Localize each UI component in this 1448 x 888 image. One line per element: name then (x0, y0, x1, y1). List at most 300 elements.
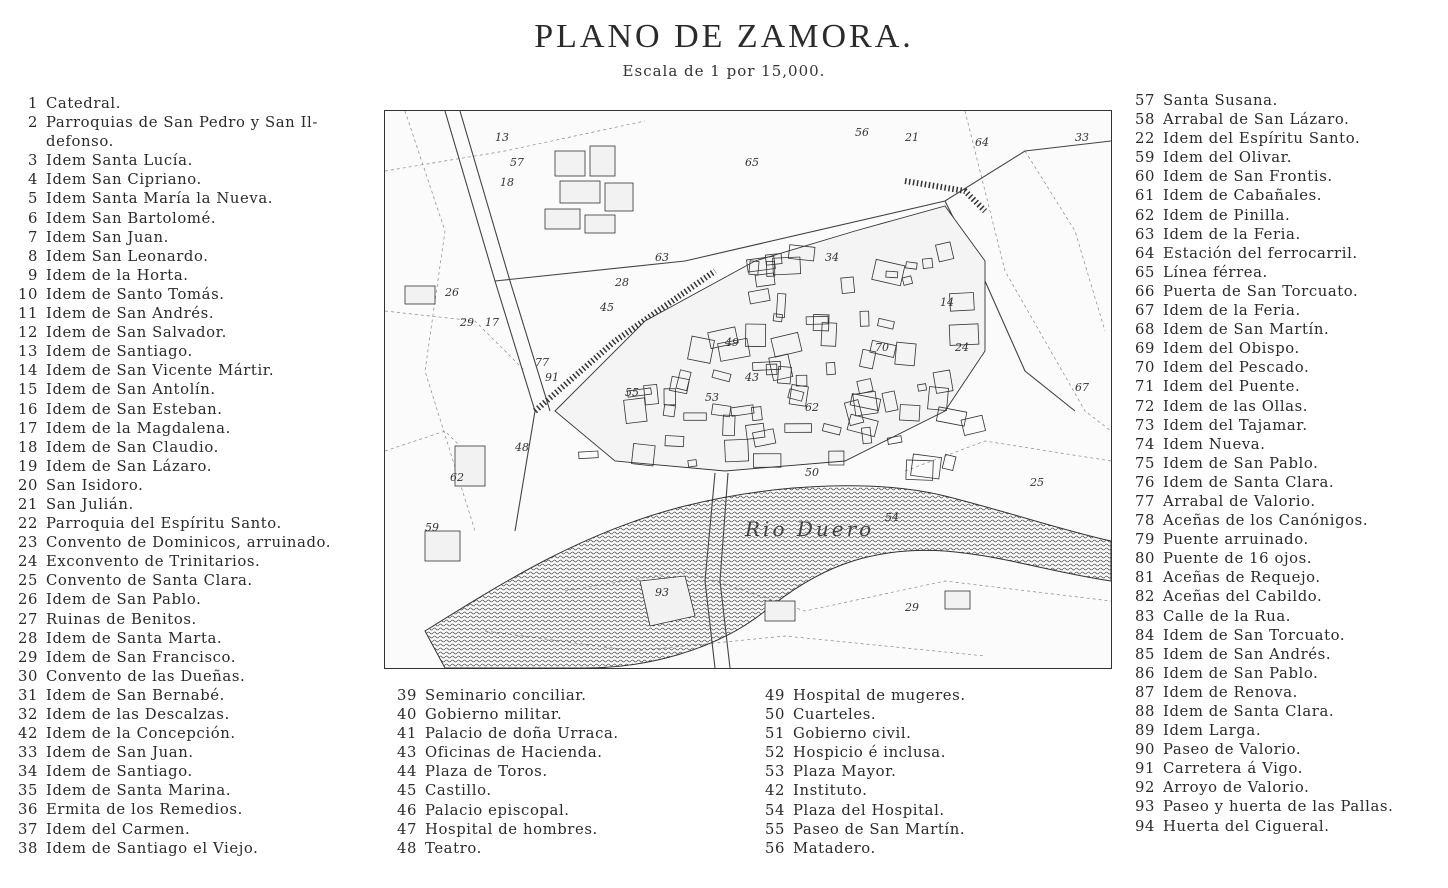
legend-text: Paseo de Valorio. (1163, 741, 1302, 759)
legend-text: Idem de San Antolín. (46, 381, 216, 399)
map-reference-number: 29 (460, 316, 474, 329)
legend-item (1133, 416, 1393, 435)
legend-text: Instituto. (793, 782, 868, 800)
legend-item (763, 724, 966, 743)
legend-item (16, 247, 376, 266)
legend-text: Idem San Bartolomé. (46, 209, 217, 227)
map-reference-number: 49 (725, 336, 739, 349)
legend-item (1133, 607, 1393, 626)
legend-item (1133, 817, 1393, 836)
legend-item (1133, 473, 1393, 492)
legend-number: 69 (1134, 340, 1155, 358)
legend-item (16, 724, 376, 743)
legend-item (16, 590, 376, 609)
legend-text: Arroyo de Valorio. (1163, 779, 1310, 797)
map-reference-number: 70 (875, 341, 889, 354)
legend-item (763, 820, 966, 839)
map-reference-number: 63 (655, 251, 669, 264)
legend-text: Idem de Santiago. (46, 343, 193, 361)
legend-number: 4 (27, 171, 38, 189)
legend-text: San Julián. (46, 495, 134, 513)
map-reference-number: 55 (625, 386, 639, 399)
legend-item (763, 839, 966, 858)
legend-text: Arrabal de Valorio. (1163, 492, 1316, 510)
legend-number: 22 (17, 515, 38, 533)
legend-text: Idem de San Juan. (46, 744, 194, 762)
legend-number: 67 (1134, 302, 1155, 320)
legend-item (16, 151, 376, 170)
legend-item (395, 762, 619, 781)
legend-number: 23 (17, 534, 38, 552)
legend-text: Idem del Espíritu Santo. (1163, 130, 1361, 148)
map-title: PLANO DE ZAMORA. (534, 18, 914, 55)
map-reference-number: 62 (450, 471, 464, 484)
legend-text: Idem del Obispo. (1163, 340, 1300, 358)
legend-text: Plaza del Hospital. (793, 801, 945, 819)
legend-number: 83 (1134, 607, 1155, 625)
legend-text: Parroquias de San Pedro y San Il-defonso. (46, 114, 318, 151)
legend-text: Aceñas de los Canónigos. (1163, 512, 1369, 530)
legend-text: Convento de Santa Clara. (46, 572, 253, 590)
legend-number: 79 (1134, 531, 1155, 549)
legend-text: Idem de San Francisco. (46, 648, 237, 666)
legend-number: 33 (17, 744, 38, 762)
legend-number: 61 (1134, 187, 1155, 205)
legend-item (1133, 740, 1393, 759)
legend-text: Parroquia del Espíritu Santo. (46, 515, 282, 533)
legend-number: 53 (764, 763, 785, 781)
map-reference-number: 91 (545, 371, 559, 384)
legend-number: 25 (17, 572, 38, 590)
legend-text: Idem de San Pablo. (1163, 664, 1319, 682)
legend-text: Idem de San Pablo. (1163, 454, 1319, 472)
legend-item (16, 839, 376, 858)
city-block (942, 454, 956, 470)
legend-column-1 (16, 94, 376, 858)
legend-number: 30 (17, 667, 38, 685)
legend-number: 34 (17, 763, 38, 781)
legend-text: Idem de San Esteban. (46, 400, 223, 418)
legend-number: 57 (1134, 92, 1155, 109)
legend-text: Convento de las Dueñas. (46, 667, 246, 685)
map-reference-number: 48 (515, 441, 529, 454)
legend-item (16, 323, 376, 342)
legend-text: Aceñas del Cabildo. (1163, 588, 1323, 606)
map-reference-number: 45 (600, 301, 614, 314)
legend-item (16, 820, 376, 839)
legend-item (1133, 282, 1393, 301)
legend-text: Idem de Santo Tomás. (46, 285, 225, 303)
legend-number: 74 (1134, 435, 1155, 453)
legend-text: Ermita de los Remedios. (46, 801, 243, 819)
legend-item (16, 304, 376, 323)
legend-number: 87 (1134, 683, 1155, 701)
legend-number: 51 (764, 725, 785, 743)
legend-number: 70 (1134, 359, 1155, 377)
legend-item (16, 342, 376, 361)
legend-text: Puente de 16 ojos. (1163, 550, 1313, 568)
legend-text: Idem San Cipriano. (46, 171, 202, 189)
legend-text: Puente arruinado. (1163, 531, 1309, 549)
legend-text: Huerta del Cigueral. (1163, 817, 1330, 835)
legend-number: 94 (1134, 817, 1155, 835)
legend-number: 77 (1134, 492, 1155, 510)
legend-number: 29 (17, 648, 38, 666)
river-label: Rio Duero (745, 517, 875, 541)
legend-item (1133, 511, 1393, 530)
map-reference-number: 24 (955, 341, 969, 354)
legend-text: Calle de la Rua. (1163, 607, 1292, 625)
legend-item (1133, 568, 1393, 587)
legend-text: Idem de las Descalzas. (46, 706, 230, 723)
legend-text: Idem San Juan. (46, 228, 169, 246)
legend-text: Idem San Leonardo. (46, 247, 209, 265)
legend-number: 71 (1134, 378, 1155, 396)
legend-item (16, 228, 376, 247)
legend-item (16, 686, 376, 705)
legend-text: Idem de Renova. (1163, 683, 1298, 701)
legend-text: Plaza de Toros. (425, 763, 548, 781)
legend-text: Hospital de mugeres. (793, 687, 966, 704)
legend-number: 46 (396, 801, 417, 819)
legend-text: Hospital de hombres. (425, 820, 598, 838)
map-reference-number: 18 (500, 176, 514, 189)
legend-text: Carretera á Vigo. (1163, 760, 1304, 778)
map-reference-number: 17 (485, 316, 499, 329)
legend-text: Idem Santa María la Nueva. (46, 190, 274, 208)
legend-text: Palacio episcopal. (425, 801, 570, 819)
legend-number: 76 (1134, 473, 1155, 491)
legend-text: Idem del Puente. (1163, 378, 1301, 396)
map-reference-number: 53 (705, 391, 719, 404)
legend-item (16, 533, 376, 552)
legend-item (16, 170, 376, 189)
legend-number: 5 (27, 190, 38, 208)
map-reference-number: 64 (975, 136, 989, 149)
legend-text: Idem de San Torcuato. (1163, 626, 1346, 644)
legend-text: Idem de las Ollas. (1163, 397, 1309, 415)
legend-text: Gobierno militar. (425, 706, 563, 724)
legend-number: 47 (396, 820, 417, 838)
legend-text: Idem de San Andrés. (1163, 645, 1332, 663)
legend-text: Idem de la Horta. (46, 266, 189, 284)
legend-number: 56 (764, 839, 785, 857)
legend-text: Idem Santa Lucía. (46, 152, 193, 170)
legend-item (16, 457, 376, 476)
legend-item (16, 762, 376, 781)
legend-item (16, 743, 376, 762)
legend-item (16, 514, 376, 533)
legend-text: Paseo y huerta de las Pallas. (1163, 798, 1394, 816)
map-reference-number: 34 (825, 251, 839, 264)
legend-text: Santa Susana. (1163, 92, 1278, 109)
map-reference-number: 54 (885, 511, 899, 524)
legend-number: 18 (17, 438, 38, 456)
legend-number: 26 (17, 591, 38, 609)
legend-item (16, 380, 376, 399)
legend-item (1133, 435, 1393, 454)
legend-number: 17 (17, 419, 38, 437)
map-reference-number: 59 (425, 521, 439, 534)
legend-text: Idem de Cabañales. (1163, 187, 1323, 205)
legend-text: Palacio de doña Urraca. (425, 725, 619, 743)
legend-text: Idem de la Feria. (1163, 225, 1301, 243)
legend-text: Idem de Pinilla. (1163, 206, 1291, 224)
legend-number: 9 (27, 266, 38, 284)
legend-item (16, 571, 376, 590)
legend-text: Idem de Santa Marina. (46, 782, 232, 800)
legend-number: 32 (17, 706, 38, 723)
legend-number: 37 (17, 820, 38, 838)
map-reference-number: 29 (905, 601, 919, 614)
legend-number: 92 (1134, 779, 1155, 797)
legend-item (16, 438, 376, 457)
legend-text: Idem de Santiago el Viejo. (46, 839, 259, 857)
legend-item (395, 820, 619, 839)
legend-number: 59 (1134, 149, 1155, 167)
legend-item (16, 667, 376, 686)
legend-item (1133, 225, 1393, 244)
map-reference-number: 56 (855, 126, 869, 139)
map-reference-number: 93 (655, 586, 669, 599)
legend-number: 8 (27, 247, 38, 265)
map-reference-number: 43 (745, 371, 759, 384)
legend-number: 89 (1134, 722, 1155, 740)
legend-text: Idem de Santa Marta. (46, 629, 223, 647)
legend-column-4 (1133, 91, 1393, 836)
legend-item (1133, 587, 1393, 606)
legend-item (395, 781, 619, 800)
map-scale: Escala de 1 por 15,000. (622, 62, 826, 80)
legend-text: Idem de San Martín. (1163, 321, 1330, 339)
legend-number: 68 (1134, 321, 1155, 339)
legend-item (1133, 110, 1393, 129)
legend-text: Idem de la Concepción. (46, 725, 236, 743)
legend-item (763, 781, 966, 800)
legend-number: 91 (1134, 760, 1155, 778)
legend-item (1133, 263, 1393, 282)
legend-text: Exconvento de Trinitarios. (46, 553, 261, 571)
legend-number: 42 (17, 725, 38, 743)
legend-item (395, 686, 619, 705)
legend-item (1133, 778, 1393, 797)
legend-number: 10 (17, 285, 38, 303)
legend-text: Plaza Mayor. (793, 763, 897, 781)
legend-text: Idem del Carmen. (46, 820, 191, 838)
legend-number: 60 (1134, 168, 1155, 186)
legend-text: Idem de Santa Clara. (1163, 473, 1335, 491)
map-reference-number: 62 (805, 401, 819, 414)
legend-text: San Isidoro. (46, 476, 144, 494)
legend-item (763, 762, 966, 781)
legend-number: 55 (764, 820, 785, 838)
legend-item (1133, 167, 1393, 186)
legend-text: Aceñas de Requejo. (1163, 569, 1321, 587)
legend-number: 84 (1134, 626, 1155, 644)
legend-number: 13 (17, 343, 38, 361)
legend-item (16, 266, 376, 285)
legend-item (763, 686, 966, 705)
legend-item (1133, 320, 1393, 339)
legend-text: Estación del ferrocarril. (1163, 244, 1358, 262)
legend-number: 48 (396, 839, 417, 857)
legend-item (1133, 721, 1393, 740)
legend-number: 16 (17, 400, 38, 418)
legend-item (1133, 377, 1393, 396)
legend-item (395, 705, 619, 724)
legend-item (1133, 454, 1393, 473)
legend-number: 93 (1134, 798, 1155, 816)
legend-item (1133, 702, 1393, 721)
legend-item (1133, 759, 1393, 778)
legend-item (763, 705, 966, 724)
legend-number: 38 (17, 839, 38, 857)
legend-text: Idem de San Claudio. (46, 438, 219, 456)
legend-item (16, 400, 376, 419)
legend-item (16, 610, 376, 629)
legend-item (395, 801, 619, 820)
legend-item (16, 94, 376, 113)
map-reference-number: 13 (495, 131, 509, 144)
legend-text: Idem Nueva. (1163, 435, 1266, 453)
legend-item (1133, 549, 1393, 568)
legend-item (395, 724, 619, 743)
legend-text: Oficinas de Hacienda. (425, 744, 603, 762)
legend-number: 54 (764, 801, 785, 819)
legend-number: 62 (1134, 206, 1155, 224)
legend-item (16, 285, 376, 304)
legend-text: Idem de la Magdalena. (46, 419, 231, 437)
legend-text: Idem de San Frontis. (1163, 168, 1333, 186)
legend-number: 41 (396, 725, 417, 743)
legend-item (16, 495, 376, 514)
legend-number: 27 (17, 610, 38, 628)
legend-text: Castillo. (425, 782, 492, 800)
city-block (906, 460, 933, 480)
map-reference-number: 26 (445, 286, 459, 299)
city-map[interactable] (384, 110, 1112, 669)
legend-text: Idem Larga. (1163, 722, 1262, 740)
legend-item (16, 552, 376, 571)
legend-item (1133, 91, 1393, 110)
legend-item (763, 801, 966, 820)
legend-number: 6 (27, 209, 38, 227)
legend-number: 39 (396, 687, 417, 704)
legend-item (1133, 358, 1393, 377)
legend-text: Ruinas de Benitos. (46, 610, 197, 628)
legend-number: 43 (396, 744, 417, 762)
legend-text: Arrabal de San Lázaro. (1163, 111, 1350, 129)
legend-text: Idem de Santa Clara. (1163, 703, 1335, 720)
legend-number: 22 (1134, 130, 1155, 148)
legend-number: 1 (27, 95, 38, 112)
legend-number: 28 (17, 629, 38, 647)
legend-item (763, 743, 966, 762)
map-reference-number: 65 (745, 156, 759, 169)
legend-item (1133, 244, 1393, 263)
legend-number: 3 (27, 152, 38, 170)
legend-number: 44 (396, 763, 417, 781)
city-block (911, 454, 942, 479)
legend-item (16, 629, 376, 648)
legend-item (1133, 664, 1393, 683)
legend-text: Idem de San Salvador. (46, 324, 227, 342)
legend-number: 24 (17, 553, 38, 571)
legend-number: 42 (764, 782, 785, 800)
legend-text: Matadero. (793, 839, 876, 857)
legend-number: 36 (17, 801, 38, 819)
legend-item (1133, 206, 1393, 225)
legend-item (1133, 397, 1393, 416)
legend-item (1133, 129, 1393, 148)
map-reference-number: 21 (905, 131, 919, 144)
legend-number: 78 (1134, 512, 1155, 530)
legend-number: 45 (396, 782, 417, 800)
legend-item (1133, 683, 1393, 702)
legend-number: 63 (1134, 225, 1155, 243)
legend-item (395, 743, 619, 762)
legend-item (16, 113, 372, 151)
legend-number: 90 (1134, 741, 1155, 759)
legend-item (16, 189, 376, 208)
legend-text: Línea férrea. (1163, 263, 1268, 281)
legend-number: 40 (396, 706, 417, 724)
legend-item (395, 839, 619, 858)
legend-text: Hospicio é inclusa. (793, 744, 947, 762)
map-reference-number: 77 (535, 356, 549, 369)
legend-text: Cuarteles. (793, 706, 877, 724)
map-reference-number: 28 (615, 276, 629, 289)
legend-item (1133, 339, 1393, 358)
legend-item (16, 648, 376, 667)
legend-item (1133, 530, 1393, 549)
legend-text: Puerta de San Torcuato. (1163, 282, 1359, 300)
legend-text: Idem de Santiago. (46, 763, 193, 781)
legend-text: Idem del Pescado. (1163, 359, 1310, 377)
legend-number: 64 (1134, 244, 1155, 262)
legend-number: 80 (1134, 550, 1155, 568)
legend-text: Seminario conciliar. (425, 687, 587, 704)
map-reference-number: 57 (510, 156, 524, 169)
legend-item (16, 800, 376, 819)
legend-number: 14 (17, 362, 38, 380)
legend-number: 49 (764, 687, 785, 704)
legend-number: 11 (17, 305, 38, 323)
legend-item (1133, 645, 1393, 664)
legend-number: 66 (1134, 282, 1155, 300)
legend-item (1133, 492, 1393, 511)
legend-number: 2 (27, 114, 38, 132)
legend-number: 50 (764, 706, 785, 724)
legend-item (1133, 626, 1393, 645)
legend-number: 73 (1134, 416, 1155, 434)
legend-item (1133, 186, 1393, 205)
legend-number: 86 (1134, 664, 1155, 682)
legend-item (1133, 301, 1393, 320)
legend-item (1133, 148, 1393, 167)
city-block (579, 451, 599, 459)
map-reference-number: 50 (805, 466, 819, 479)
legend-number: 19 (17, 457, 38, 475)
legend-number: 7 (27, 228, 38, 246)
legend-text: Idem de la Feria. (1163, 302, 1301, 320)
legend-column-3 (763, 686, 966, 858)
legend-text: Idem de San Pablo. (46, 591, 202, 609)
legend-item (16, 361, 376, 380)
legend-number: 21 (17, 495, 38, 513)
legend-text: Idem de San Vicente Mártir. (46, 362, 275, 380)
legend-item (16, 476, 376, 495)
